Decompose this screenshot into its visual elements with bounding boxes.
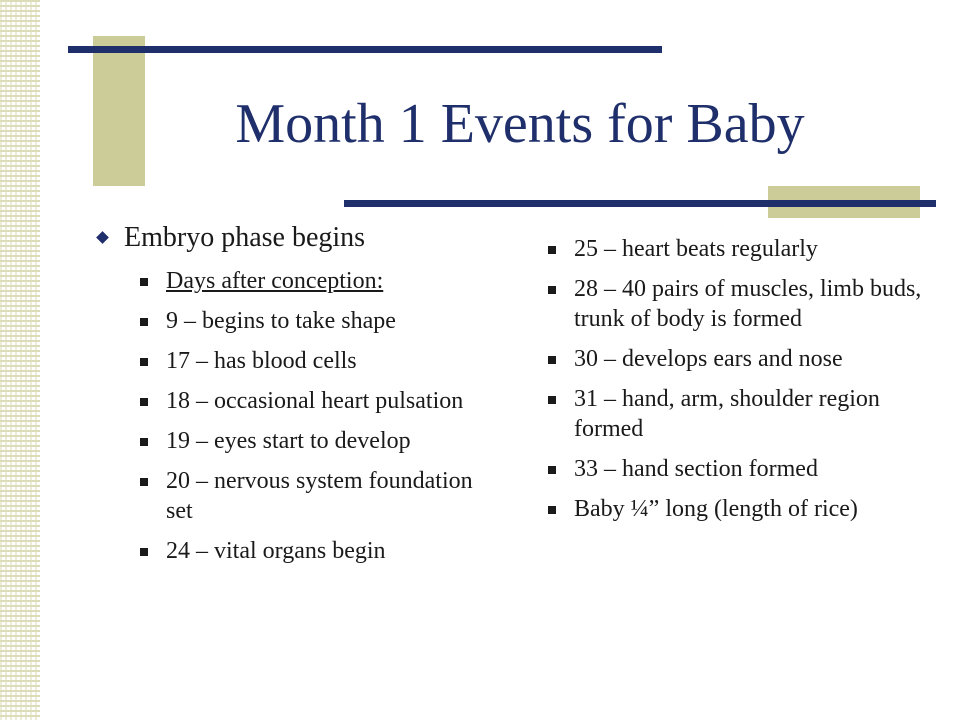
square-bullet-icon (140, 358, 148, 366)
list-item: 24 – vital organs begin (140, 536, 498, 566)
left-column (98, 220, 498, 566)
square-bullet-icon (140, 548, 148, 556)
list-item: 19 – eyes start to develop (140, 426, 498, 456)
list-item: 28 – 40 pairs of muscles, limb buds, trunk of body is formed (548, 274, 928, 334)
square-bullet-icon (548, 356, 556, 364)
square-bullet-icon (140, 438, 148, 446)
diamond-bullet-icon (96, 231, 109, 244)
main-bullet (98, 220, 498, 256)
square-bullet-icon (548, 506, 556, 514)
list-item: 9 – begins to take shape (140, 306, 498, 336)
square-bullet-icon (140, 318, 148, 326)
list-item: Days after conception: (140, 266, 498, 296)
list-item: 18 – occasional heart pulsation (140, 386, 498, 416)
square-bullet-icon (140, 478, 148, 486)
list-item: 31 – hand, arm, shoulder region formed (548, 384, 928, 444)
list-item: 33 – hand section formed (548, 454, 928, 484)
left-sub-list (140, 266, 498, 566)
square-bullet-icon (548, 396, 556, 404)
square-bullet-icon (548, 286, 556, 294)
list-item: 17 – has blood cells (140, 346, 498, 376)
square-bullet-icon (140, 278, 148, 286)
striped-margin-decoration (0, 0, 40, 720)
right-sub-list (548, 234, 928, 524)
list-item: 30 – develops ears and nose (548, 344, 928, 374)
list-item: Baby ¼” long (length of rice) (548, 494, 928, 524)
right-column (548, 234, 928, 534)
square-bullet-icon (140, 398, 148, 406)
square-bullet-icon (548, 246, 556, 254)
list-item: 20 – nervous system foundation set (140, 466, 498, 526)
slide-title: Month 1 Events for Baby (235, 93, 805, 155)
main-bullet-text: Embryo phase begins (124, 222, 366, 253)
list-item: 25 – heart beats regularly (548, 234, 928, 264)
top-accent-line (68, 46, 662, 53)
bottom-accent-line (344, 200, 936, 207)
square-bullet-icon (548, 466, 556, 474)
